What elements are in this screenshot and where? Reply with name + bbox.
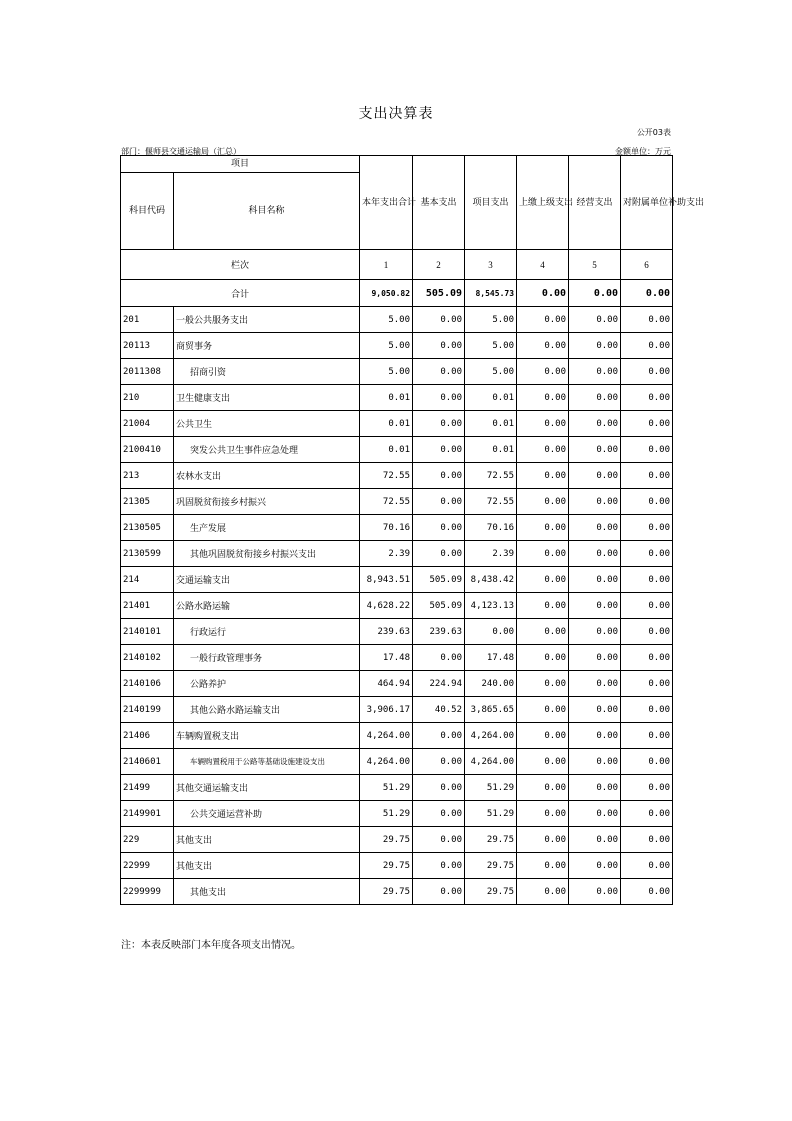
row-value: 0.00 [413, 515, 465, 541]
row-value: 0.00 [517, 827, 569, 853]
row-value: 0.00 [517, 489, 569, 515]
row-value: 3,906.17 [360, 697, 413, 723]
row-value: 0.00 [621, 593, 673, 619]
row-value: 0.00 [569, 307, 621, 333]
row-value: 0.00 [569, 697, 621, 723]
row-value: 0.00 [413, 801, 465, 827]
row-value: 29.75 [360, 879, 413, 905]
row-value: 0.00 [621, 437, 673, 463]
row-value: 0.00 [569, 333, 621, 359]
row-value: 0.00 [517, 437, 569, 463]
row-value: 4,264.00 [360, 749, 413, 775]
row-value: 239.63 [413, 619, 465, 645]
page-title: 支出决算表 [358, 106, 434, 122]
row-value: 0.00 [517, 775, 569, 801]
row-name-text: 卫生健康支出 [176, 394, 231, 404]
row-value: 8,943.51 [360, 567, 413, 593]
row-value: 0.01 [465, 411, 517, 437]
row-value: 0.00 [413, 645, 465, 671]
total-value: 8,545.73 [465, 280, 517, 307]
table-row [121, 307, 673, 333]
header-col-project: 项目支出 [465, 156, 517, 250]
header-col-upper: 上缴上级支出 [517, 156, 569, 250]
row-name-text: 农林水支出 [176, 472, 222, 482]
total-value: 9,050.82 [360, 280, 413, 307]
unit-label: 金额单位：万元 [615, 147, 671, 156]
row-value: 0.00 [621, 827, 673, 853]
row-value: 0.00 [621, 359, 673, 385]
row-value: 0.00 [517, 333, 569, 359]
row-value: 0.00 [517, 567, 569, 593]
row-name-text: 其他交通运输支出 [176, 784, 249, 794]
row-value: 51.29 [465, 801, 517, 827]
row-value: 0.00 [621, 333, 673, 359]
row-value: 0.00 [621, 853, 673, 879]
table-row [121, 333, 673, 359]
row-value: 4,264.00 [465, 723, 517, 749]
row-value: 29.75 [465, 879, 517, 905]
row-name [174, 411, 360, 437]
row-code: 2130599 [121, 541, 174, 567]
row-value: 40.52 [413, 697, 465, 723]
row-value: 4,264.00 [360, 723, 413, 749]
row-value: 29.75 [465, 827, 517, 853]
row-name [174, 749, 360, 775]
table-row [121, 385, 673, 411]
row-name [174, 437, 360, 463]
row-value: 0.00 [621, 619, 673, 645]
row-name-text: 行政运行 [190, 628, 227, 638]
row-value: 0.00 [413, 333, 465, 359]
row-value: 0.00 [621, 879, 673, 905]
row-value: 0.00 [569, 515, 621, 541]
row-name [174, 541, 360, 567]
row-name-text: 一般行政管理事务 [190, 654, 263, 664]
row-value: 0.00 [569, 567, 621, 593]
row-name [174, 723, 360, 749]
row-value: 0.01 [465, 437, 517, 463]
table-row [121, 541, 673, 567]
row-value: 0.00 [569, 853, 621, 879]
row-value: 505.09 [413, 567, 465, 593]
row-value: 224.94 [413, 671, 465, 697]
row-value: 72.55 [360, 463, 413, 489]
header-col-operate: 经营支出 [569, 156, 621, 250]
row-value: 0.00 [517, 515, 569, 541]
row-name-text: 巩固脱贫衔接乡村振兴 [176, 498, 267, 508]
table-row [121, 489, 673, 515]
row-value: 0.00 [621, 515, 673, 541]
row-value: 17.48 [360, 645, 413, 671]
table-row [121, 749, 673, 775]
row-value: 29.75 [465, 853, 517, 879]
row-value: 0.00 [517, 385, 569, 411]
table-row [121, 515, 673, 541]
table-row [121, 359, 673, 385]
row-value: 5.00 [360, 307, 413, 333]
total-row [121, 280, 673, 307]
row-value: 29.75 [360, 827, 413, 853]
row-code: 2140106 [121, 671, 174, 697]
row-value: 5.00 [360, 333, 413, 359]
row-code: 2140102 [121, 645, 174, 671]
row-value: 0.00 [413, 437, 465, 463]
row-code: 229 [121, 827, 174, 853]
row-name-text: 公共交通运营补助 [190, 810, 263, 820]
row-code: 2130505 [121, 515, 174, 541]
row-name [174, 385, 360, 411]
row-code: 20113 [121, 333, 174, 359]
row-value: 0.00 [621, 489, 673, 515]
row-value: 239.63 [360, 619, 413, 645]
row-value: 0.00 [569, 489, 621, 515]
rank-num: 6 [621, 250, 673, 280]
row-value: 0.00 [569, 801, 621, 827]
row-name-text: 其他公路水路运输支出 [190, 706, 281, 716]
row-value: 0.00 [413, 307, 465, 333]
row-value: 3,865.65 [465, 697, 517, 723]
row-name-text: 一般公共服务支出 [176, 316, 249, 326]
row-value: 0.00 [517, 463, 569, 489]
row-name-text: 公路水路运输 [176, 602, 231, 612]
department-label: 部门：偃师县交通运输局（汇总） [121, 147, 241, 156]
row-code: 2149901 [121, 801, 174, 827]
row-name-text: 其他支出 [190, 888, 227, 898]
row-name-text: 公共卫生 [176, 420, 213, 430]
row-value: 5.00 [465, 333, 517, 359]
row-value: 29.75 [360, 853, 413, 879]
row-value: 0.01 [360, 411, 413, 437]
row-value: 0.00 [569, 437, 621, 463]
row-value: 0.00 [517, 801, 569, 827]
row-value: 0.00 [621, 775, 673, 801]
row-value: 72.55 [360, 489, 413, 515]
table-row [121, 671, 673, 697]
row-name-text: 生产发展 [190, 524, 227, 534]
total-label: 合计 [121, 280, 360, 307]
row-value: 51.29 [465, 775, 517, 801]
row-value: 0.00 [621, 385, 673, 411]
row-value: 0.00 [413, 489, 465, 515]
table-row [121, 879, 673, 905]
rank-label: 栏次 [121, 250, 360, 280]
row-value: 0.00 [569, 671, 621, 697]
expenditure-table [120, 155, 705, 905]
table-row [121, 411, 673, 437]
header-project: 项目 [121, 156, 360, 173]
total-value: 505.09 [413, 280, 465, 307]
row-name [174, 671, 360, 697]
row-value: 0.00 [569, 645, 621, 671]
row-value: 464.94 [360, 671, 413, 697]
row-value: 0.00 [413, 853, 465, 879]
row-code: 2140101 [121, 619, 174, 645]
total-value: 0.00 [569, 280, 621, 307]
row-name [174, 515, 360, 541]
rank-num: 2 [413, 250, 465, 280]
row-name [174, 307, 360, 333]
row-value: 0.00 [569, 827, 621, 853]
row-value: 0.00 [517, 879, 569, 905]
row-value: 0.00 [621, 723, 673, 749]
row-value: 51.29 [360, 775, 413, 801]
row-value: 5.00 [360, 359, 413, 385]
row-name [174, 645, 360, 671]
rank-num: 5 [569, 250, 621, 280]
row-value: 0.00 [413, 463, 465, 489]
row-name [174, 333, 360, 359]
total-value: 0.00 [621, 280, 673, 307]
row-value: 0.00 [621, 671, 673, 697]
row-value: 0.00 [569, 541, 621, 567]
row-value: 0.00 [413, 541, 465, 567]
row-code: 2140199 [121, 697, 174, 723]
row-value: 0.00 [413, 749, 465, 775]
row-value: 0.00 [621, 749, 673, 775]
row-value: 0.00 [569, 359, 621, 385]
row-code: 210 [121, 385, 174, 411]
row-value: 4,264.00 [465, 749, 517, 775]
row-name [174, 853, 360, 879]
row-code: 21401 [121, 593, 174, 619]
row-value: 0.00 [517, 307, 569, 333]
table-row [121, 437, 673, 463]
form-code: 公开03表 [636, 128, 671, 137]
row-value: 72.55 [465, 489, 517, 515]
row-name-text: 突发公共卫生事件应急处理 [190, 446, 299, 456]
row-value: 2.39 [360, 541, 413, 567]
row-name-text: 其他巩固脱贫衔接乡村振兴支出 [190, 550, 317, 560]
row-code: 201 [121, 307, 174, 333]
row-name [174, 567, 360, 593]
table-row [121, 645, 673, 671]
row-name-text: 招商引资 [190, 368, 227, 378]
row-value: 0.00 [621, 307, 673, 333]
row-code: 21499 [121, 775, 174, 801]
row-code: 214 [121, 567, 174, 593]
total-value: 0.00 [517, 280, 569, 307]
row-value: 0.00 [517, 541, 569, 567]
row-value: 0.00 [569, 385, 621, 411]
row-value: 0.00 [517, 645, 569, 671]
row-value: 0.00 [621, 801, 673, 827]
table-row [121, 853, 673, 879]
row-name [174, 879, 360, 905]
row-value: 0.00 [517, 619, 569, 645]
row-value: 70.16 [465, 515, 517, 541]
row-value: 0.00 [413, 827, 465, 853]
row-value: 0.00 [621, 463, 673, 489]
row-name [174, 697, 360, 723]
header-col-subsidy: 对附属单位补助支出 [621, 156, 673, 250]
row-value: 505.09 [413, 593, 465, 619]
rank-num: 4 [517, 250, 569, 280]
row-value: 8,438.42 [465, 567, 517, 593]
row-name-text: 其他支出 [176, 836, 213, 846]
table-note: 注：本表反映部门本年度各项支出情况。 [121, 940, 301, 951]
row-value: 5.00 [465, 307, 517, 333]
row-name [174, 463, 360, 489]
row-value: 0.00 [517, 671, 569, 697]
row-name [174, 489, 360, 515]
header-name: 科目名称 [174, 173, 360, 250]
row-value: 0.00 [569, 619, 621, 645]
row-value: 4,628.22 [360, 593, 413, 619]
row-value: 5.00 [465, 359, 517, 385]
row-name [174, 801, 360, 827]
row-value: 0.00 [517, 723, 569, 749]
table-row [121, 593, 673, 619]
row-value: 240.00 [465, 671, 517, 697]
row-name-text: 车辆购置税支出 [176, 732, 240, 742]
row-name [174, 619, 360, 645]
row-code: 213 [121, 463, 174, 489]
row-value: 0.00 [621, 541, 673, 567]
row-value: 0.00 [413, 775, 465, 801]
rank-num: 1 [360, 250, 413, 280]
row-code: 21406 [121, 723, 174, 749]
row-value: 0.00 [465, 619, 517, 645]
row-value: 0.01 [465, 385, 517, 411]
header-col-total: 本年支出合计 [360, 156, 413, 250]
table-row [121, 723, 673, 749]
row-value: 70.16 [360, 515, 413, 541]
header-col-basic: 基本支出 [413, 156, 465, 250]
row-code: 21305 [121, 489, 174, 515]
row-value: 0.00 [569, 749, 621, 775]
row-value: 0.00 [569, 411, 621, 437]
row-value: 0.00 [569, 775, 621, 801]
row-value: 0.00 [621, 645, 673, 671]
row-name-text: 商贸事务 [176, 342, 213, 352]
row-name [174, 593, 360, 619]
row-name [174, 359, 360, 385]
row-value: 0.00 [517, 411, 569, 437]
row-value: 0.00 [517, 359, 569, 385]
table-row [121, 463, 673, 489]
row-code: 2100410 [121, 437, 174, 463]
row-value: 2.39 [465, 541, 517, 567]
table-row [121, 567, 673, 593]
row-value: 0.00 [413, 723, 465, 749]
table-row [121, 801, 673, 827]
row-name [174, 827, 360, 853]
row-value: 0.01 [360, 437, 413, 463]
row-value: 0.00 [517, 749, 569, 775]
row-value: 0.00 [517, 853, 569, 879]
header-code: 科目代码 [121, 173, 174, 250]
row-value: 51.29 [360, 801, 413, 827]
table-row [121, 827, 673, 853]
row-name-text: 车辆购置税用于公路等基础设施建设支出 [190, 757, 325, 766]
row-value: 0.00 [413, 411, 465, 437]
row-name-text: 公路养护 [190, 680, 227, 690]
row-value: 0.00 [569, 879, 621, 905]
row-name-text: 交通运输支出 [176, 576, 231, 586]
row-value: 0.00 [517, 593, 569, 619]
row-code: 21004 [121, 411, 174, 437]
row-value: 0.00 [621, 411, 673, 437]
row-value: 0.00 [413, 359, 465, 385]
row-code: 2011308 [121, 359, 174, 385]
row-name-text: 其他支出 [176, 862, 213, 872]
row-value: 0.01 [360, 385, 413, 411]
row-value: 0.00 [413, 385, 465, 411]
row-value: 0.00 [569, 463, 621, 489]
row-value: 0.00 [569, 723, 621, 749]
row-name [174, 775, 360, 801]
row-value: 17.48 [465, 645, 517, 671]
row-value: 0.00 [621, 567, 673, 593]
table-row [121, 619, 673, 645]
row-value: 0.00 [413, 879, 465, 905]
rank-num: 3 [465, 250, 517, 280]
table-row [121, 697, 673, 723]
row-value: 0.00 [569, 593, 621, 619]
row-value: 72.55 [465, 463, 517, 489]
table-row [121, 775, 673, 801]
row-code: 22999 [121, 853, 174, 879]
row-code: 2140601 [121, 749, 174, 775]
row-value: 4,123.13 [465, 593, 517, 619]
row-value: 0.00 [517, 697, 569, 723]
row-value: 0.00 [621, 697, 673, 723]
row-code: 2299999 [121, 879, 174, 905]
